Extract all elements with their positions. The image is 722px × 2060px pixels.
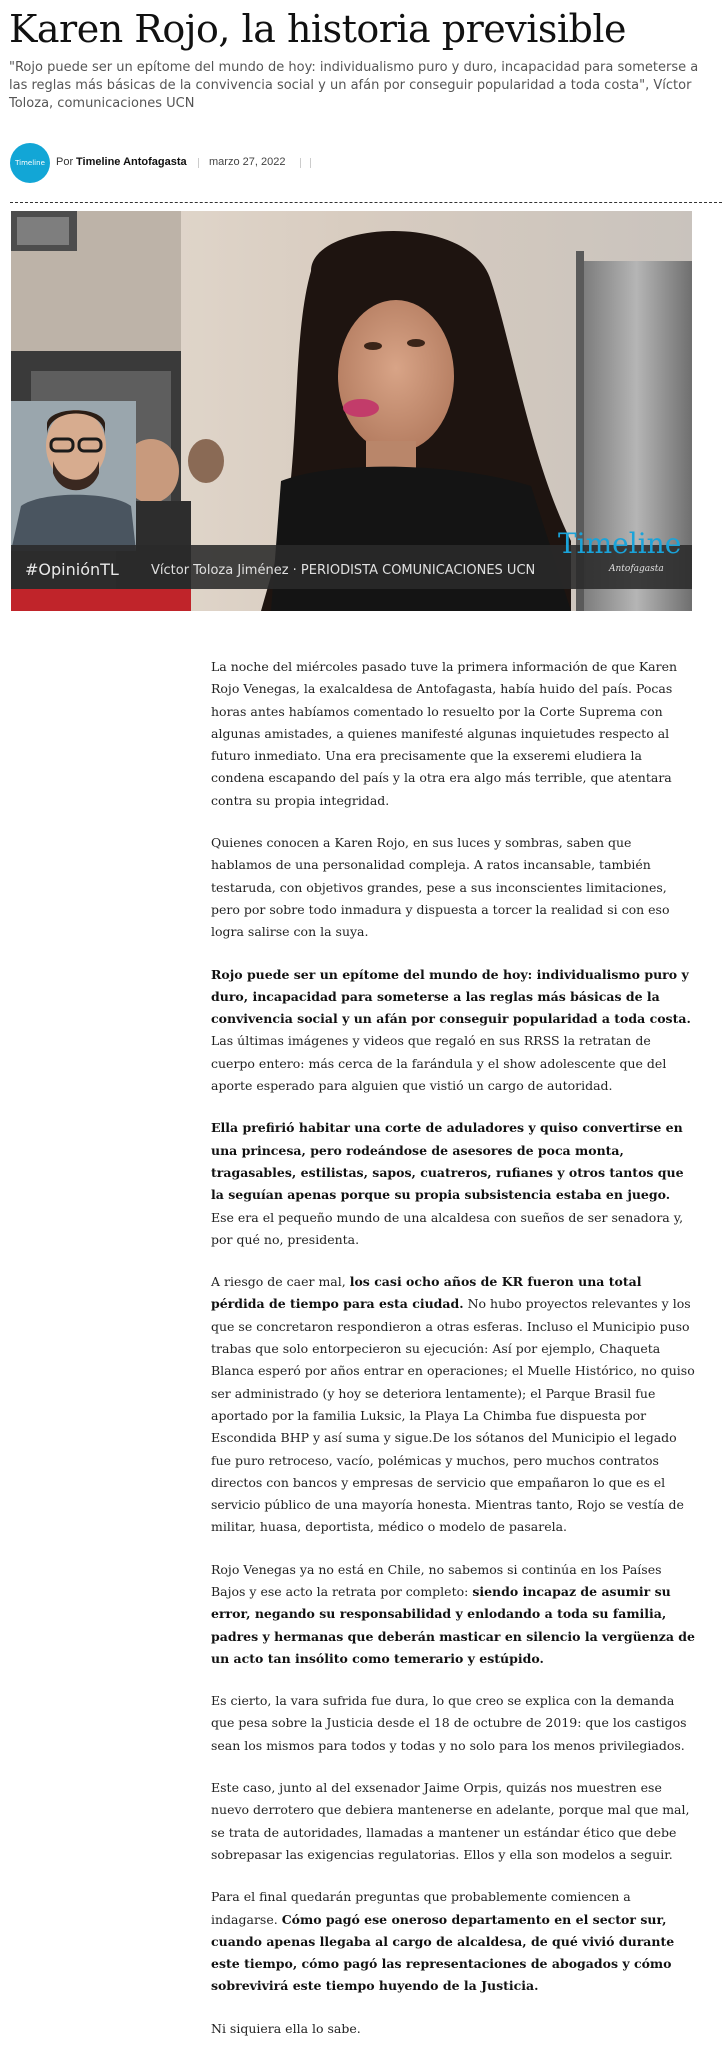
paragraph: Quienes conocen a Karen Rojo, en sus luces y sombras, saben que hablamos de una personalidad compleja. A ratos incansable, también testaruda, con objetivos grandes, pese a sus inconscientes limitaciones, pero por sobre todo inmadura y dispuesta a torcer la realidad si con eso logra salirse con la suya. — [211, 835, 670, 940]
hero-hashtag: #OpiniónTL — [25, 560, 119, 579]
publish-date: marzo 27, 2022 — [209, 156, 286, 168]
paragraph: Ni siquiera ella lo sabe. — [211, 2020, 361, 2036]
paragraph: A riesgo de caer mal, los casi ocho años de KR fueron una total pérdida de tiempo para esta ciudad. No hubo proyectos relevantes y los que se concretaron respondieron a otras esferas. Incluso el Municipio puso trabas que solo entorpecieron su ejecución: Así por ejemplo, Chaqueta Blanca esperó por años entrar en operaciones; el Muelle Histórico, no quiso ser administrado (y hoy se deteriora lentamente); el Parque Brasil fue aportado por la familia Luksic, la Playa La Chimba fue dispuesta por Escondida BHP y así suma y sigue.De los sótanos del Municipio el legado fue puro retroceso, vacío, polémicas y muchos, pero muchos contratos directos con bancos y empresas de servicio que empañaron lo que es el servicio público de una mayoría honesta. Mientras tanto, Rojo se vestía de militar, huasa, deportista, médico o modelo de pasarela. — [211, 1274, 695, 1535]
paragraph: Para el final quedarán preguntas que probablemente comiencen a indagarse. Cómo pagó ese oneroso departamento en el sector sur, cuando apenas llegaba al cargo de alcaldesa, de qué vivió durante este tiempo, cómo pagó las representaciones de abogados y cómo sobrevivirá este tiempo huyendo de la Justicia. — [211, 1889, 675, 1994]
meta-separator — [198, 158, 199, 168]
header-divider — [10, 202, 722, 203]
article-subtitle: "Rojo puede ser un epítome del mundo de hoy: individualismo puro y duro, incapacidad para someterse a las reglas más básicas de la convivencia social y un afán por conseguir popularidad a toda costa", Víctor Toloza, comunicaciones UCN — [9, 60, 699, 111]
hero-image — [11, 211, 692, 611]
hero-logo-subtitle: Antofagasta — [609, 564, 664, 574]
hero-caption: Víctor Toloza Jiménez · PERIODISTA COMUNICACIONES UCN — [151, 563, 536, 578]
hero-photo — [11, 211, 692, 611]
meta-separator — [300, 158, 301, 168]
paragraph: Este caso, junto al del exsenador Jaime Orpis, quizás nos muestren ese nuevo derrotero que debiera mantenerse en adelante, porque mal que mal, se trata de autoridades, llamadas a mantener un estándar ético que debe sobrepasar las exigencias regulatorias. Ellos y ella son modelos a seguir. — [211, 1780, 690, 1862]
paragraph: Es cierto, la vara sufrida fue dura, lo que creo se explica con la demanda que pesa sobre la Justicia desde el 18 de octubre de 2019: que los castigos sean los mismos para todos y todas y no solo para los menos privilegiados. — [211, 1693, 687, 1753]
article-body — [211, 656, 696, 2060]
author-avatar[interactable]: Timeline — [10, 143, 50, 183]
author-link[interactable]: Timeline Antofagasta — [76, 156, 187, 168]
page-title: Karen Rojo, la historia previsible — [9, 7, 626, 51]
paragraph: Rojo puede ser un epítome del mundo de hoy: individualismo puro y duro, incapacidad para someterse a las reglas más básicas de la convivencia social y un afán por conseguir popularidad a toda costa. Las últimas imágenes y videos que regaló en sus RRSS la retratan de cuerpo entero: más cerca de la farándula y el show adolescente que del aporte esperado para alguien que vistió un cargo de autoridad. — [211, 966, 691, 1094]
article-meta — [10, 143, 410, 183]
hero-logo: Timeline — [558, 527, 682, 560]
meta-separator — [310, 158, 311, 168]
by-label: Por — [56, 156, 74, 168]
paragraph: La noche del miércoles pasado tuve la primera información de que Karen Rojo Venegas, la exalcaldesa de Antofagasta, había huido del país. Pocas horas antes habíamos comentado lo resuelto por la Corte Suprema con algunas amistades, a quienes manifesté algunas inquietudes respecto al futuro inmediato. Una era precisamente que la exseremi eludiera la condena escapando del país y la otra era algo más terrible, que atentara contra su propia integridad. — [211, 659, 678, 808]
paragraph: Rojo Venegas ya no está en Chile, no sabemos si continúa en los Países Bajos y ese acto la retrata por completo: siendo incapaz de asumir su error, negando su responsabilidad y enlodando a toda su familia, padres y hermanas que deberán masticar en silencio la vergüenza de un acto tan insólito como temerario y estúpido. — [211, 1561, 695, 1666]
paragraph: Ella prefirió habitar una corte de aduladores y quiso convertirse en una princesa, pero rodeándose de asesores de poca monta, tragasables, estilistas, sapos, cuatreros, rufianes y otros tantos que la seguían apenas porque su propia subsistencia estaba en juego. Ese era el pequeño mundo de una alcaldesa con sueños de ser senadora y, por qué no, presidenta. — [211, 1120, 684, 1247]
